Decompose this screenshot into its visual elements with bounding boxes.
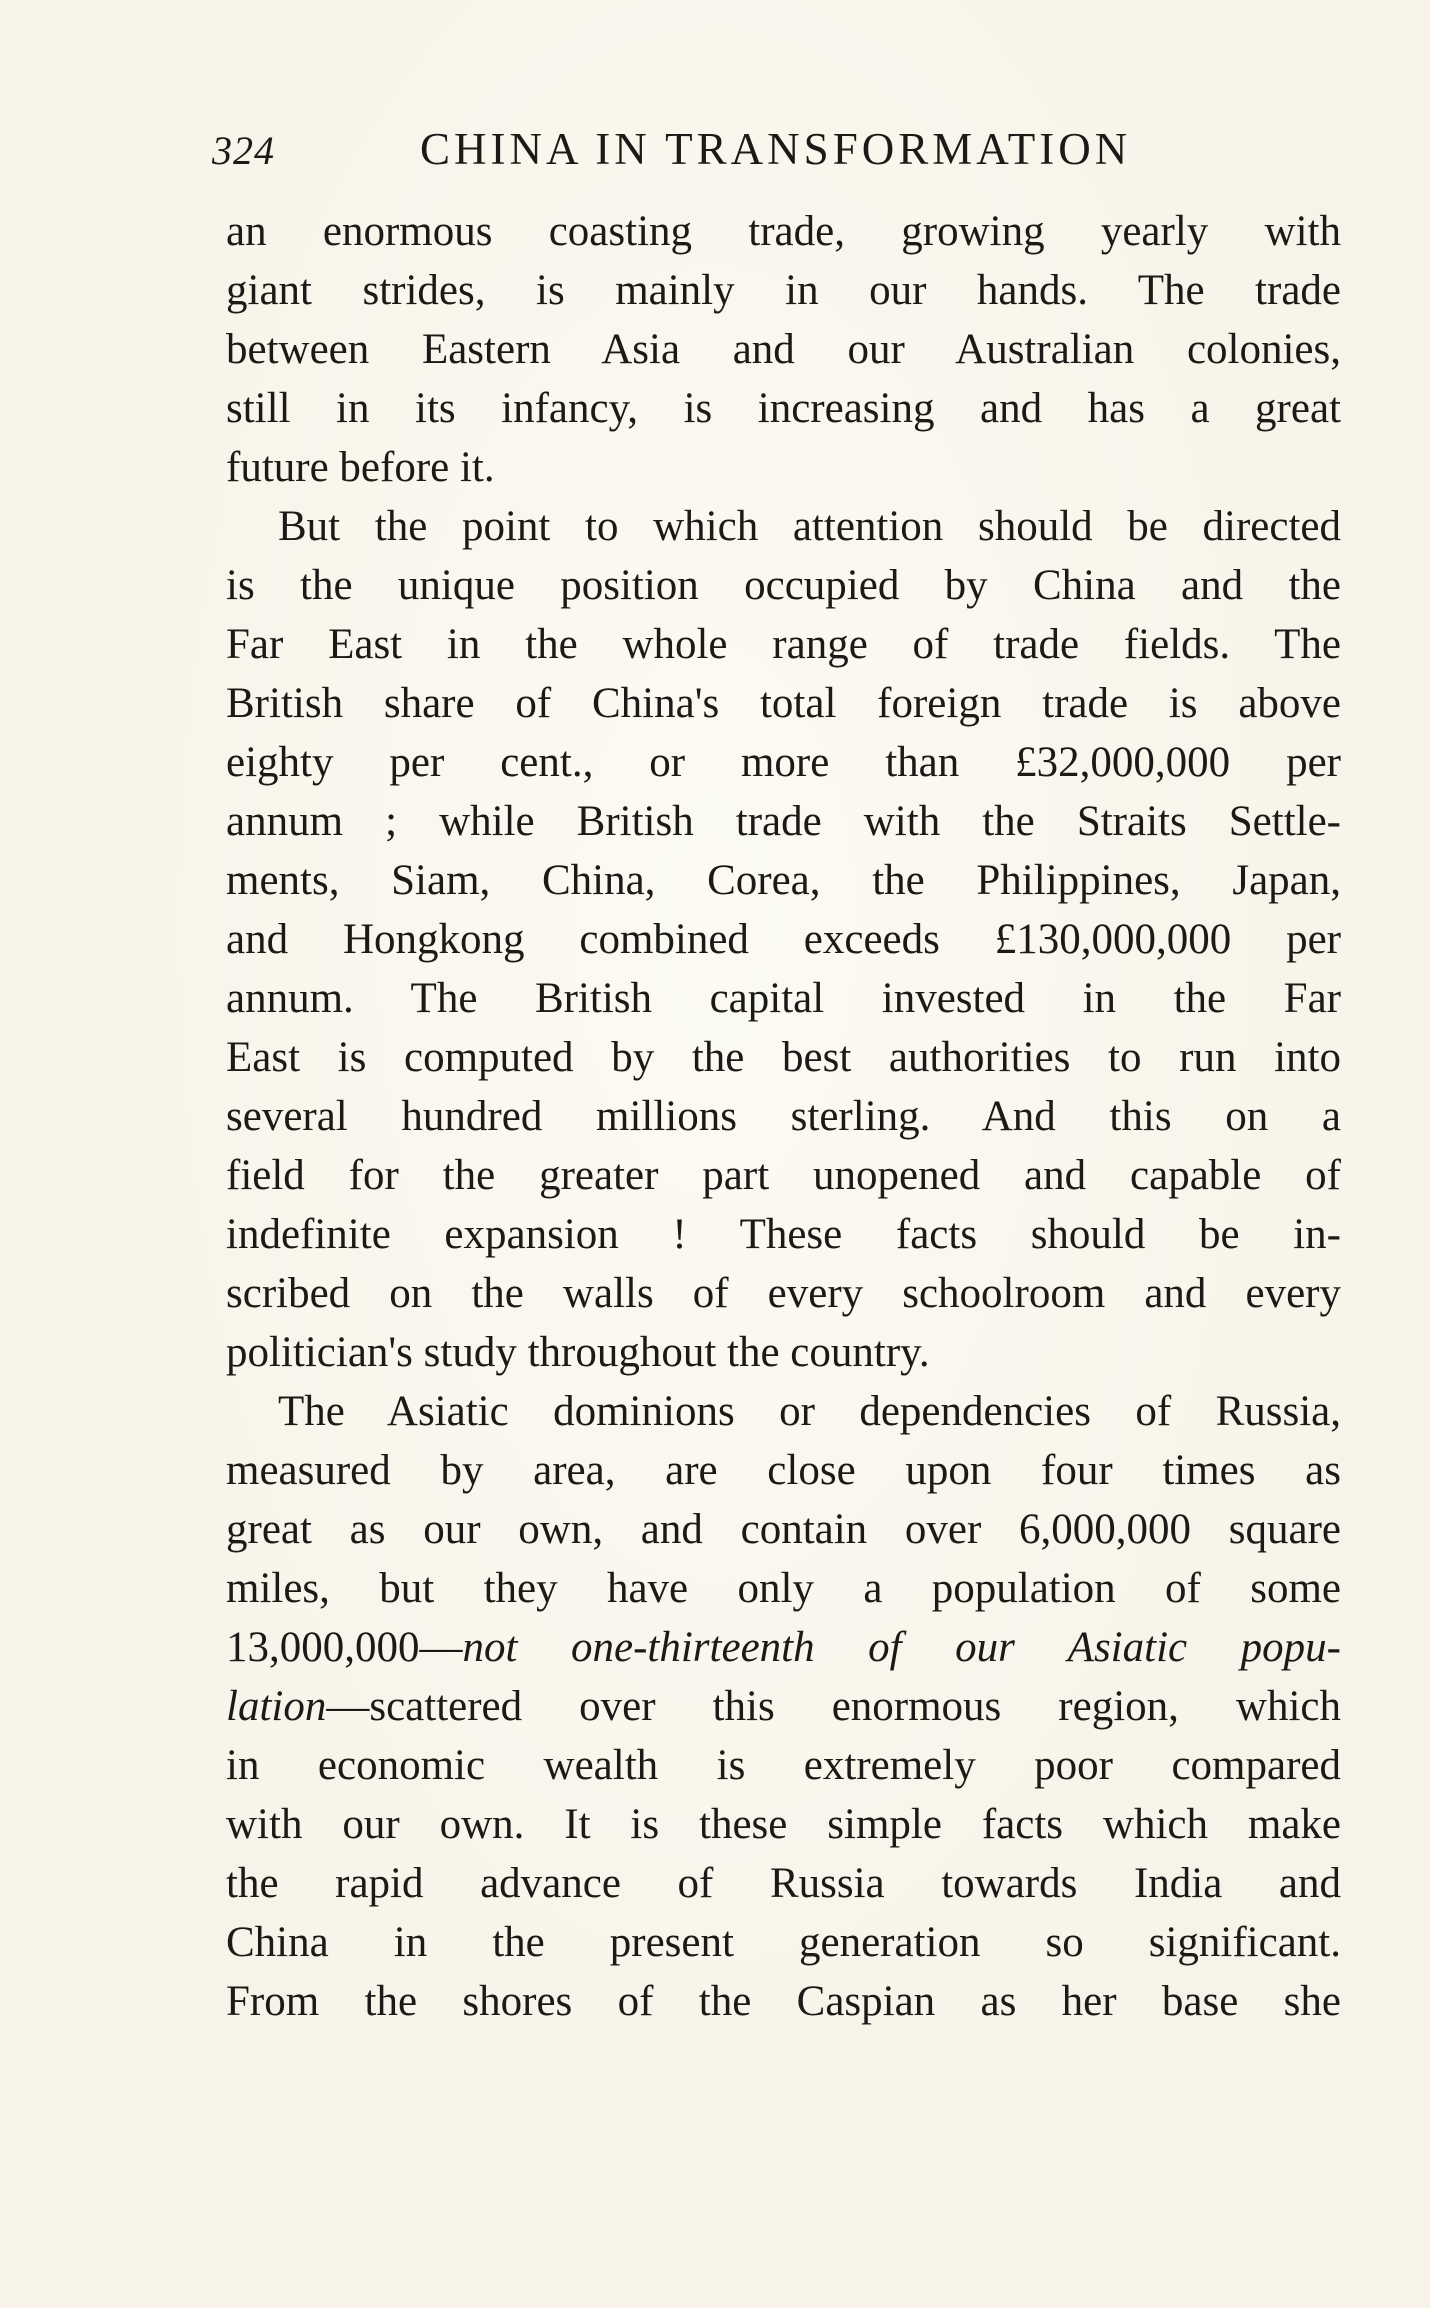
text-line: British share of China's total foreign trade is above [226,680,1341,727]
text-line: miles, but they have only a population of some [226,1565,1341,1612]
page-number: 324 [212,128,275,173]
text-line: measured by area, are close upon four times as [226,1447,1341,1494]
text-line: field for the greater part unopened and capable of [226,1152,1341,1199]
text-line: East is computed by the best authorities to run into [226,1034,1341,1081]
page-header [212,123,1212,183]
text-line-mixed [226,1677,1341,1736]
text-line: great as our own, and contain over 6,000,000 square [226,1506,1341,1553]
text-line: Far East in the whole range of trade fields. The [226,621,1341,668]
paragraph-start-line: But the point to which attention should be directed [278,503,1341,550]
text-line: an enormous coasting trade, growing yearly with [226,208,1341,255]
text-line: in economic wealth is extremely poor compared [226,1742,1341,1789]
text-italic: not one-thirteenth of our Asiatic popu- [462,1624,1341,1671]
body-text [226,202,1341,2031]
text-line: annum. The British capital invested in the Far [226,975,1341,1022]
text-line: between Eastern Asia and our Australian colonies, [226,326,1341,373]
text-line: indefinite expansion ! These facts should be in- [226,1211,1341,1258]
text-line: China in the present generation so significant. [226,1919,1341,1966]
text-line: From the shores of the Caspian as her base she [226,1978,1341,2025]
text-line: and Hongkong combined exceeds £130,000,000 per [226,916,1341,963]
text-roman: 13,000,000— [226,1624,463,1671]
text-line: giant strides, is mainly in our hands. The trade [226,267,1341,314]
text-line: several hundred millions sterling. And this on a [226,1093,1341,1140]
paragraph-start-line: The Asiatic dominions or dependencies of Russia, [278,1388,1341,1435]
text-roman: —scattered over this enormous region, which [326,1683,1341,1730]
text-italic: lation [226,1683,327,1730]
text-line: future before it. [226,444,495,491]
text-line: with our own. It is these simple facts which make [226,1801,1341,1848]
running-title: CHINA IN TRANSFORMATION [420,124,1132,174]
text-line: is the unique position occupied by China and the [226,562,1341,609]
text-line: ments, Siam, China, Corea, the Philippines, Japan, [226,857,1341,904]
text-line-mixed [226,1618,1341,1677]
text-line: eighty per cent., or more than £32,000,000 per [226,739,1341,786]
text-line: annum ; while British trade with the Straits Settle- [226,798,1341,845]
text-line: the rapid advance of Russia towards India and [226,1860,1341,1907]
text-line: politician's study throughout the country. [226,1329,930,1376]
text-line: still in its infancy, is increasing and has a great [226,385,1341,432]
text-line: scribed on the walls of every schoolroom and every [226,1270,1341,1317]
